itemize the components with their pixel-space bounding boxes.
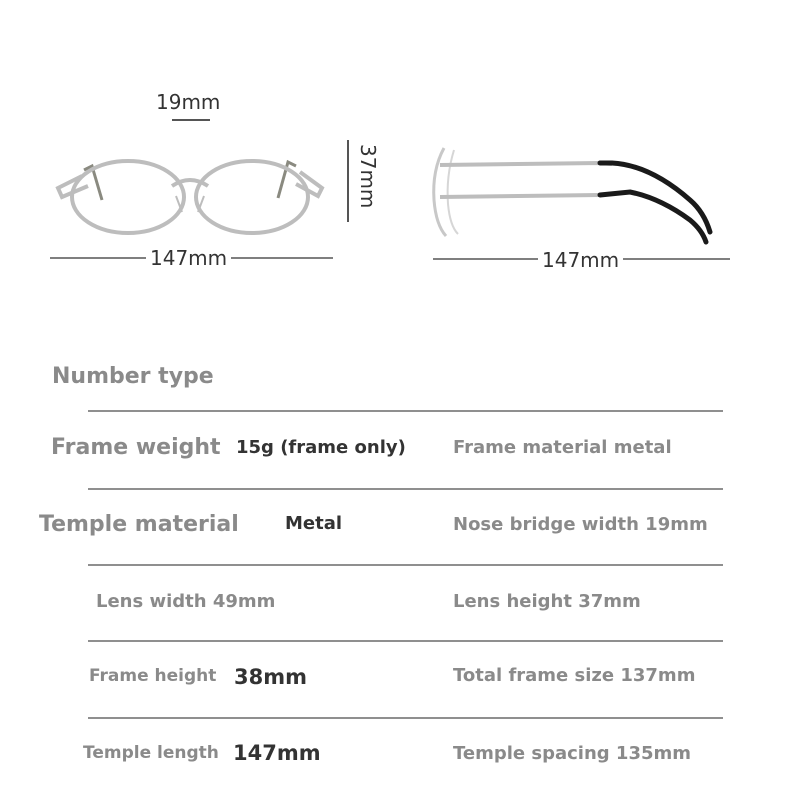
temple-material-value: Metal: [285, 513, 343, 534]
spec-divider: [88, 488, 723, 490]
front-right-lens: [196, 161, 308, 233]
temple-spacing-text: Temple spacing 135mm: [453, 743, 692, 764]
lens-height-text: Lens height 37mm: [453, 591, 641, 612]
front-view: [58, 161, 322, 233]
spec-divider: [88, 564, 723, 566]
frame-height-label: Frame height: [89, 666, 217, 686]
frame-weight-value: 15g (frame only): [236, 437, 406, 458]
side-temple-upper: [440, 163, 612, 165]
frame-weight-label: Frame weight: [51, 435, 221, 460]
side-length-dim-label: 147mm: [538, 250, 623, 270]
temple-length-value: 147mm: [233, 741, 321, 765]
temple-length-label: Temple length: [83, 743, 219, 763]
side-view: [434, 148, 710, 242]
front-left-lens: [72, 161, 184, 233]
glasses-illustration: [0, 0, 800, 320]
lens-width-text: Lens width 49mm: [96, 591, 276, 612]
spec-divider: [88, 640, 723, 642]
front-bridge: [172, 180, 208, 186]
temple-material-label: Temple material: [39, 512, 239, 537]
side-temple-lower: [440, 195, 600, 197]
side-lens-rim: [434, 148, 446, 236]
frame-material-text: Frame material metal: [453, 437, 672, 458]
glasses-dimension-diagram: [0, 0, 800, 320]
side-lens-rim-back: [448, 150, 458, 234]
spec-divider: [88, 717, 723, 719]
front-width-dim-label: 147mm: [146, 248, 231, 268]
bridge-dim-label: 19mm: [152, 92, 224, 112]
nose-bridge-width-text: Nose bridge width 19mm: [453, 514, 708, 535]
lens-height-dim-label: 37mm: [356, 144, 380, 209]
spec-divider: [88, 410, 723, 412]
number-type-label: Number type: [52, 364, 214, 389]
total-frame-size-text: Total frame size 137mm: [453, 665, 696, 686]
frame-height-value: 38mm: [234, 665, 307, 689]
